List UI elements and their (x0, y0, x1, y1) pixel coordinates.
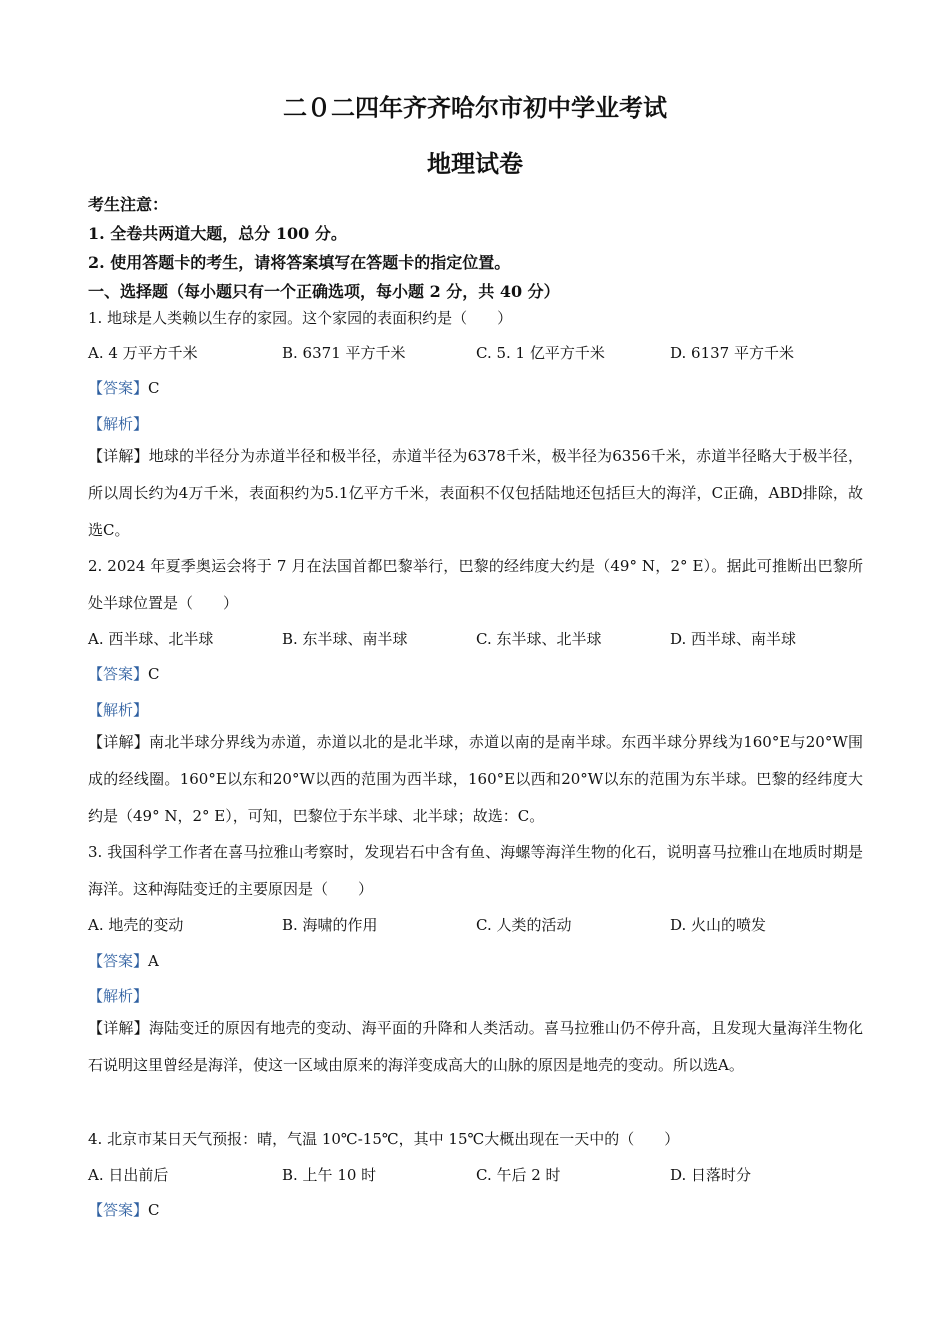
option: D. 火山的喷发 (670, 916, 767, 934)
analysis-label: 【解析】 (88, 415, 149, 433)
option: B. 6371 平方千米 (282, 344, 406, 362)
section-heading: 一、选择题（每小题只有一个正确选项，每小题 2 分，共 40 分） (88, 282, 560, 301)
detail-paragraph (88, 724, 863, 835)
detail-paragraph (88, 438, 863, 549)
option: C. 5. 1 亿平方千米 (476, 344, 605, 362)
answer-value: C (148, 379, 160, 397)
option: A. 西半球、北半球 (88, 630, 214, 648)
option: D. 西半球、南半球 (670, 630, 797, 648)
answer-line (88, 377, 160, 398)
answer-line (88, 663, 160, 684)
notice-heading: 考生注意： (88, 195, 169, 214)
detail-label: 【详解】 (88, 447, 149, 465)
analysis-label: 【解析】 (88, 701, 149, 719)
option: A. 4 万平方千米 (88, 344, 198, 362)
answer-line (88, 1199, 160, 1220)
option: D. 6137 平方千米 (670, 344, 794, 362)
exam-subtitle: 地理试卷 (427, 149, 523, 178)
answer-value: C (148, 1201, 160, 1219)
option: B. 上午 10 时 (282, 1166, 377, 1184)
question-stem: 4. 北京市某日天气预报：晴，气温 10℃-15℃，其中 15℃大概出现在一天中的（ ） (88, 1130, 680, 1148)
answer-line (88, 950, 159, 971)
detail-label: 【详解】 (88, 733, 149, 751)
analysis-label: 【解析】 (88, 987, 149, 1005)
option: B. 海啸的作用 (282, 916, 378, 934)
option: B. 东半球、南半球 (282, 630, 408, 648)
detail-text: 南北半球分界线为赤道，赤道以北的是北半球，赤道以南的是南半球。东西半球分界线为160°E与20°W围成的经线圈。160°E以东和20°W以西的范围为西半球，160°E以西和20°W以东的范围为东半球。巴黎的经纬度大约是（49° N，2° E），可知，巴黎位于东半球、北半球；故选：C。 (88, 733, 863, 825)
notice-item: 2. 使用答题卡的考生，请将答案填写在答题卡的指定位置。 (88, 253, 511, 272)
answer-label: 【答案】 (88, 665, 149, 683)
question-stem: 3. 我国科学工作者在喜马拉雅山考察时，发现岩石中含有鱼、海螺等海洋生物的化石，说明喜马拉雅山在地质时期是海洋。这种海陆变迁的主要原因是（ ） (88, 843, 863, 898)
answer-label: 【答案】 (88, 1201, 149, 1219)
detail-text: 地球的半径分为赤道半径和极半径，赤道半径为6378千米，极半径为6356千米，赤道半径略大于极半径，所以周长约为4万千米，表面积约为5.1亿平方千米，表面积不仅包括陆地还包括巨大的海洋，C正确，ABD排除，故选C。 (88, 447, 863, 539)
question-stem: 2. 2024 年夏季奥运会将于 7 月在法国首都巴黎举行，巴黎的经纬度大约是（49° N，2° E）。据此可推断出巴黎所处半球位置是（ ） (88, 557, 863, 612)
answer-value: C (148, 665, 160, 683)
option: A. 日出前后 (88, 1166, 169, 1184)
exam-title: 二０二四年齐齐哈尔市初中学业考试 (283, 93, 667, 122)
option: C. 东半球、北半球 (476, 630, 602, 648)
answer-label: 【答案】 (88, 379, 149, 397)
question-stem: 1. 地球是人类赖以生存的家园。这个家园的表面积约是（ ） (88, 309, 513, 327)
option: C. 午后 2 时 (476, 1166, 561, 1184)
option: D. 日落时分 (670, 1166, 752, 1184)
notice-item: 1. 全卷共两道大题，总分 100 分。 (88, 224, 347, 243)
detail-label: 【详解】 (88, 1019, 149, 1037)
option: A. 地壳的变动 (88, 916, 184, 934)
detail-text: 海陆变迁的原因有地壳的变动、海平面的升降和人类活动。喜马拉雅山仍不停升高，且发现大量海洋生物化石说明这里曾经是海洋，使这一区域由原来的海洋变成高大的山脉的原因是地壳的变动。所以选A。 (88, 1019, 863, 1074)
answer-value: A (148, 952, 159, 970)
option: C. 人类的活动 (476, 916, 572, 934)
answer-label: 【答案】 (88, 952, 149, 970)
detail-paragraph (88, 1010, 863, 1084)
